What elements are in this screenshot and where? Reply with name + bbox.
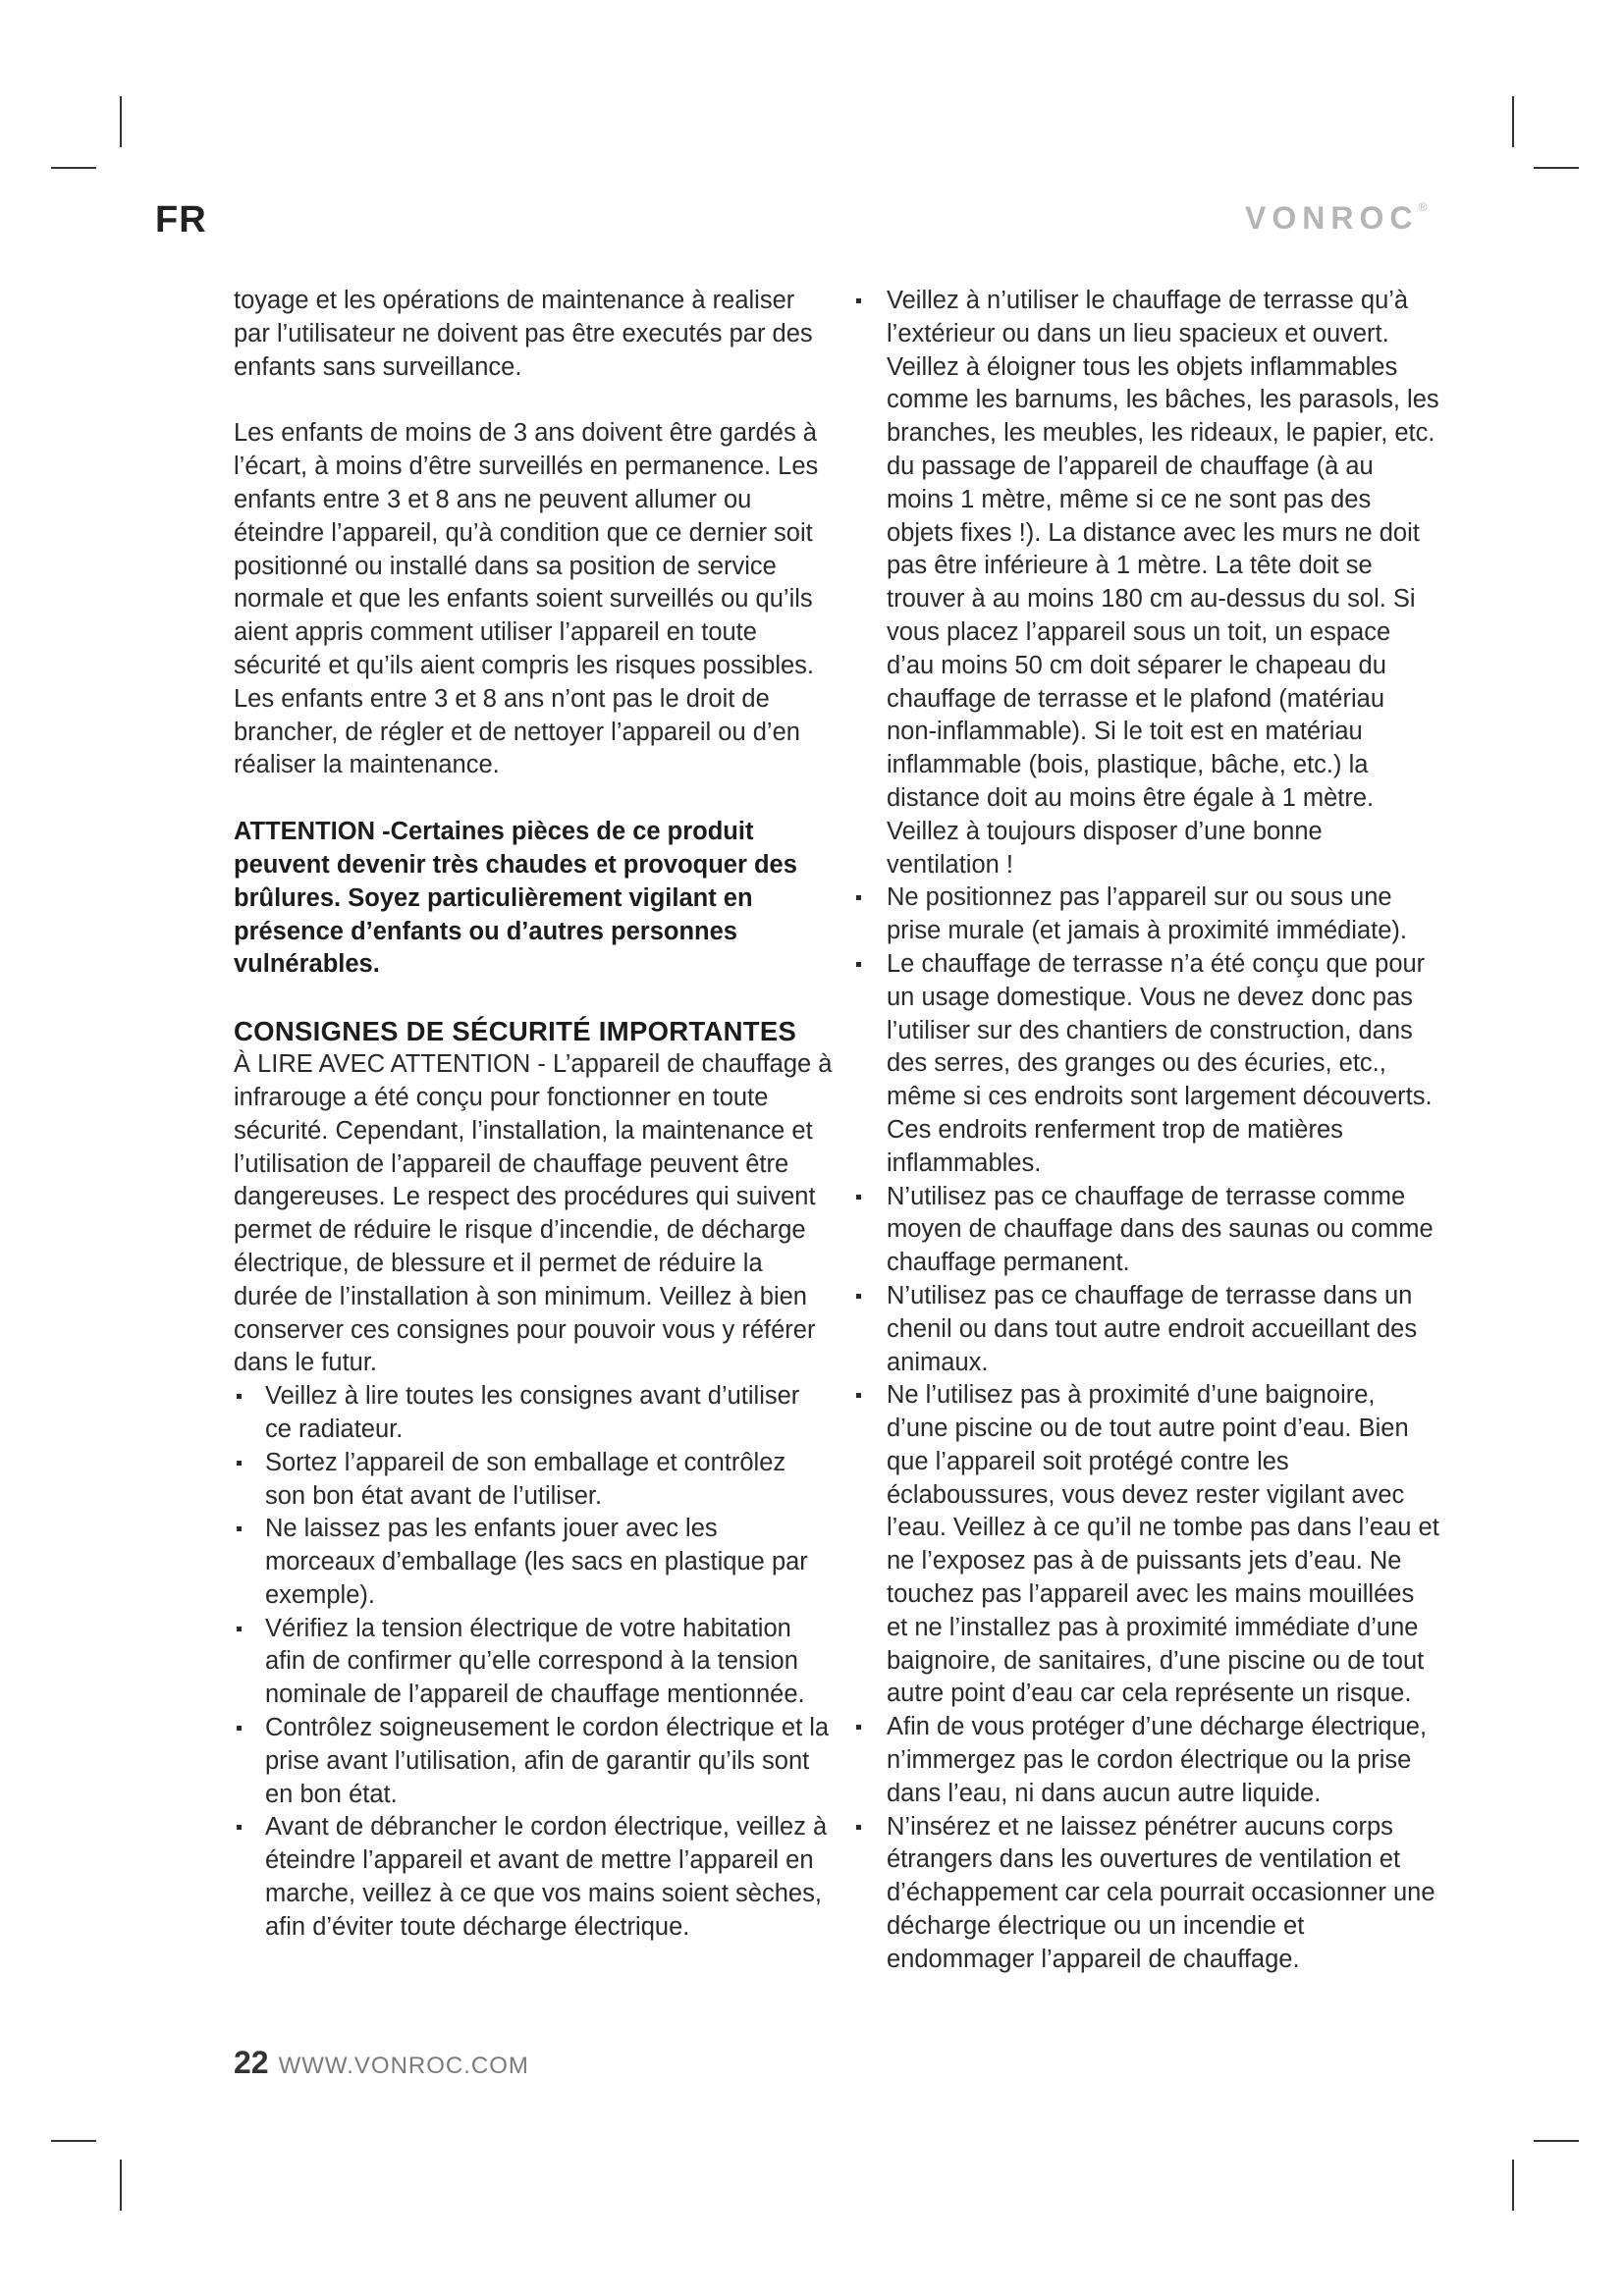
page-footer bbox=[234, 2045, 529, 2081]
list-item: N’utilisez pas ce chauffage de terrasse dans un chenil ou dans tout autre endroit accueillant des animaux. bbox=[852, 1280, 1441, 1379]
attention-warning: ATTENTION -Certaines pièces de ce produit peuvent devenir très chaudes et provoquer des brûlures. Soyez particulièrement vigilant en présence d’enfants ou d’autres personnes vulnérables. bbox=[234, 818, 797, 979]
crop-mark-bottom-left-vertical bbox=[120, 2160, 122, 2211]
section-heading: CONSIGNES DE SÉCURITÉ IMPORTANTES bbox=[234, 1016, 797, 1047]
language-code: FR bbox=[155, 199, 207, 240]
list-item: Ne laissez pas les enfants jouer avec les morceaux d’emballage (les sacs en plastique par exemple). bbox=[234, 1513, 833, 1612]
list-item: N’insérez et ne laissez pénétrer aucuns corps étrangers dans les ouvertures de ventilation et d’échappement car cela pourrait occasionner une décharge électrique ou un incendie et endommager l’appareil de chauffage. bbox=[852, 1811, 1441, 1977]
list-item: N’utilisez pas ce chauffage de terrasse comme moyen de chauffage dans des saunas ou comme chauffage permanent. bbox=[852, 1181, 1441, 1280]
crop-mark-bottom-right-horizontal bbox=[1534, 2140, 1579, 2142]
brand-logo-text: VONROC bbox=[1245, 200, 1419, 236]
crop-mark-bottom-right-vertical bbox=[1512, 2160, 1514, 2211]
page-number: 22 bbox=[234, 2045, 269, 2080]
left-bullet-list bbox=[234, 1380, 833, 1945]
list-item: Veillez à n’utiliser le chauffage de terrasse qu’à l’extérieur ou dans un lieu spacieux et ouvert. Veillez à éloigner tous les objets inflammables comme les barnums, les bâches, les parasols, les branches, les meubles, les rideaux, le papier, etc. du passage de l’appareil de chauffage (à au moins 1 mètre, même si ce ne sont pas des objets fixes !). La distance avec les murs ne doit pas être inférieure à 1 mètre. La tête doit se trouver à au moins 180 cm au-dessus du sol. Si vous placez l’appareil sous un toit, un espace d’au moins 50 cm doit séparer le chapeau du chauffage de terrasse et le plafond (matériau non-inflammable). Si le toit est en matériau inflammable (bois, plastique, bâche, etc.) la distance doit au moins être égale à 1 mètre. Veillez à toujours disposer d’une bonne ventilation ! bbox=[852, 285, 1441, 881]
list-item: Contrôlez soigneusement le cordon électrique et la prise avant l’utilisation, afin de garantir qu’ils sont en bon état. bbox=[234, 1712, 833, 1811]
website-url: WWW.VONROC.COM bbox=[278, 2053, 529, 2079]
list-item: Le chauffage de terrasse n’a été conçu que pour un usage domestique. Vous ne devez donc pas l’utiliser sur des chantiers de construction, dans des serres, des granges ou des écuries, etc., même si ces endroits sont largement découverts. Ces endroits renferment trop de matières inflammables. bbox=[852, 948, 1441, 1181]
list-item: Vérifiez la tension électrique de votre habitation afin de confirmer qu’elle correspond à la tension nominale de l’appareil de chauffage mentionnée. bbox=[234, 1613, 833, 1712]
paragraph-children: Les enfants de moins de 3 ans doivent être gardés à l’écart, à moins d’être surveillés en permanence. Les enfants entre 3 et 8 ans ne peuvent allumer ou éteindre l’appareil, qu’à condition que ce dernier soit positionné ou installé dans sa position de service normale et que les enfants soient surveillés ou qu’ils aient appris comment utiliser l’appareil en toute sécurité et qu’ils aient compris les risques possibles. Les enfants entre 3 et 8 ans n’ont pas le droit de brancher, de régler et de nettoyer l’appareil ou d’en réaliser la maintenance. bbox=[234, 419, 819, 779]
crop-mark-top-right-vertical bbox=[1512, 96, 1514, 147]
crop-mark-top-left-vertical bbox=[120, 96, 122, 147]
right-bullet-list bbox=[852, 285, 1441, 1977]
crop-mark-bottom-left-horizontal bbox=[51, 2140, 96, 2142]
brand-logo bbox=[1245, 200, 1427, 237]
crop-mark-top-right-horizontal bbox=[1534, 167, 1579, 169]
crop-mark-top-left-horizontal bbox=[51, 167, 96, 169]
trademark-symbol: ® bbox=[1418, 200, 1428, 214]
list-item: Sortez l’appareil de son emballage et contrôlez son bon état avant de l’utiliser. bbox=[234, 1447, 833, 1514]
safety-intro: À LIRE AVEC ATTENTION - L’appareil de chauffage à infrarouge a été conçu pour fonctionner en toute sécurité. Cependant, l’installation, la maintenance et l’utilisation de l’appareil de chauffage peuvent être dangereuses. Le respect des procédures qui suivent permet de réduire le risque d’incendie, de décharge électrique, de blessure et il permet de réduire la durée de l’installation à son minimum. Veillez à bien conserver ces consignes pour pouvoir vous y référer dans le futur. bbox=[234, 1050, 833, 1377]
list-item: Ne positionnez pas l’appareil sur ou sous une prise murale (et jamais à proximité immédiate). bbox=[852, 881, 1441, 948]
right-column bbox=[852, 285, 1441, 1977]
list-item: Veillez à lire toutes les consignes avant d’utiliser ce radiateur. bbox=[234, 1380, 833, 1447]
list-item: Avant de débrancher le cordon électrique, veillez à éteindre l’appareil et avant de mettre l’appareil en marche, veillez à ce que vos mains soient sèches, afin d’éviter toute décharge électrique. bbox=[234, 1811, 833, 1944]
list-item: Ne l’utilisez pas à proximité d’une baignoire, d’une piscine ou de tout autre point d’eau. Bien que l’appareil soit protégé contre les éclaboussures, vous devez rester vigilant avec l’eau. Veillez à ce qu’il ne tombe pas dans l’eau et ne l’exposez pas à de puissants jets d’eau. Ne touchez pas l’appareil avec les mains mouillées et ne l’installez pas à proximité immédiate d’une baignoire, de sanitaires, d’une piscine ou de tout autre point d’eau car cela représente un risque. bbox=[852, 1379, 1441, 1711]
paragraph-maintenance-continued: toyage et les opérations de maintenance à realiser par l’utilisateur ne doivent pas être executés par des enfants sans surveillance. bbox=[234, 287, 813, 381]
list-item: Afin de vous protéger d’une décharge électrique, n’immergez pas le cordon électrique ou la prise dans l’eau, ni dans aucun autre liquide. bbox=[852, 1711, 1441, 1810]
left-column bbox=[234, 285, 833, 1945]
